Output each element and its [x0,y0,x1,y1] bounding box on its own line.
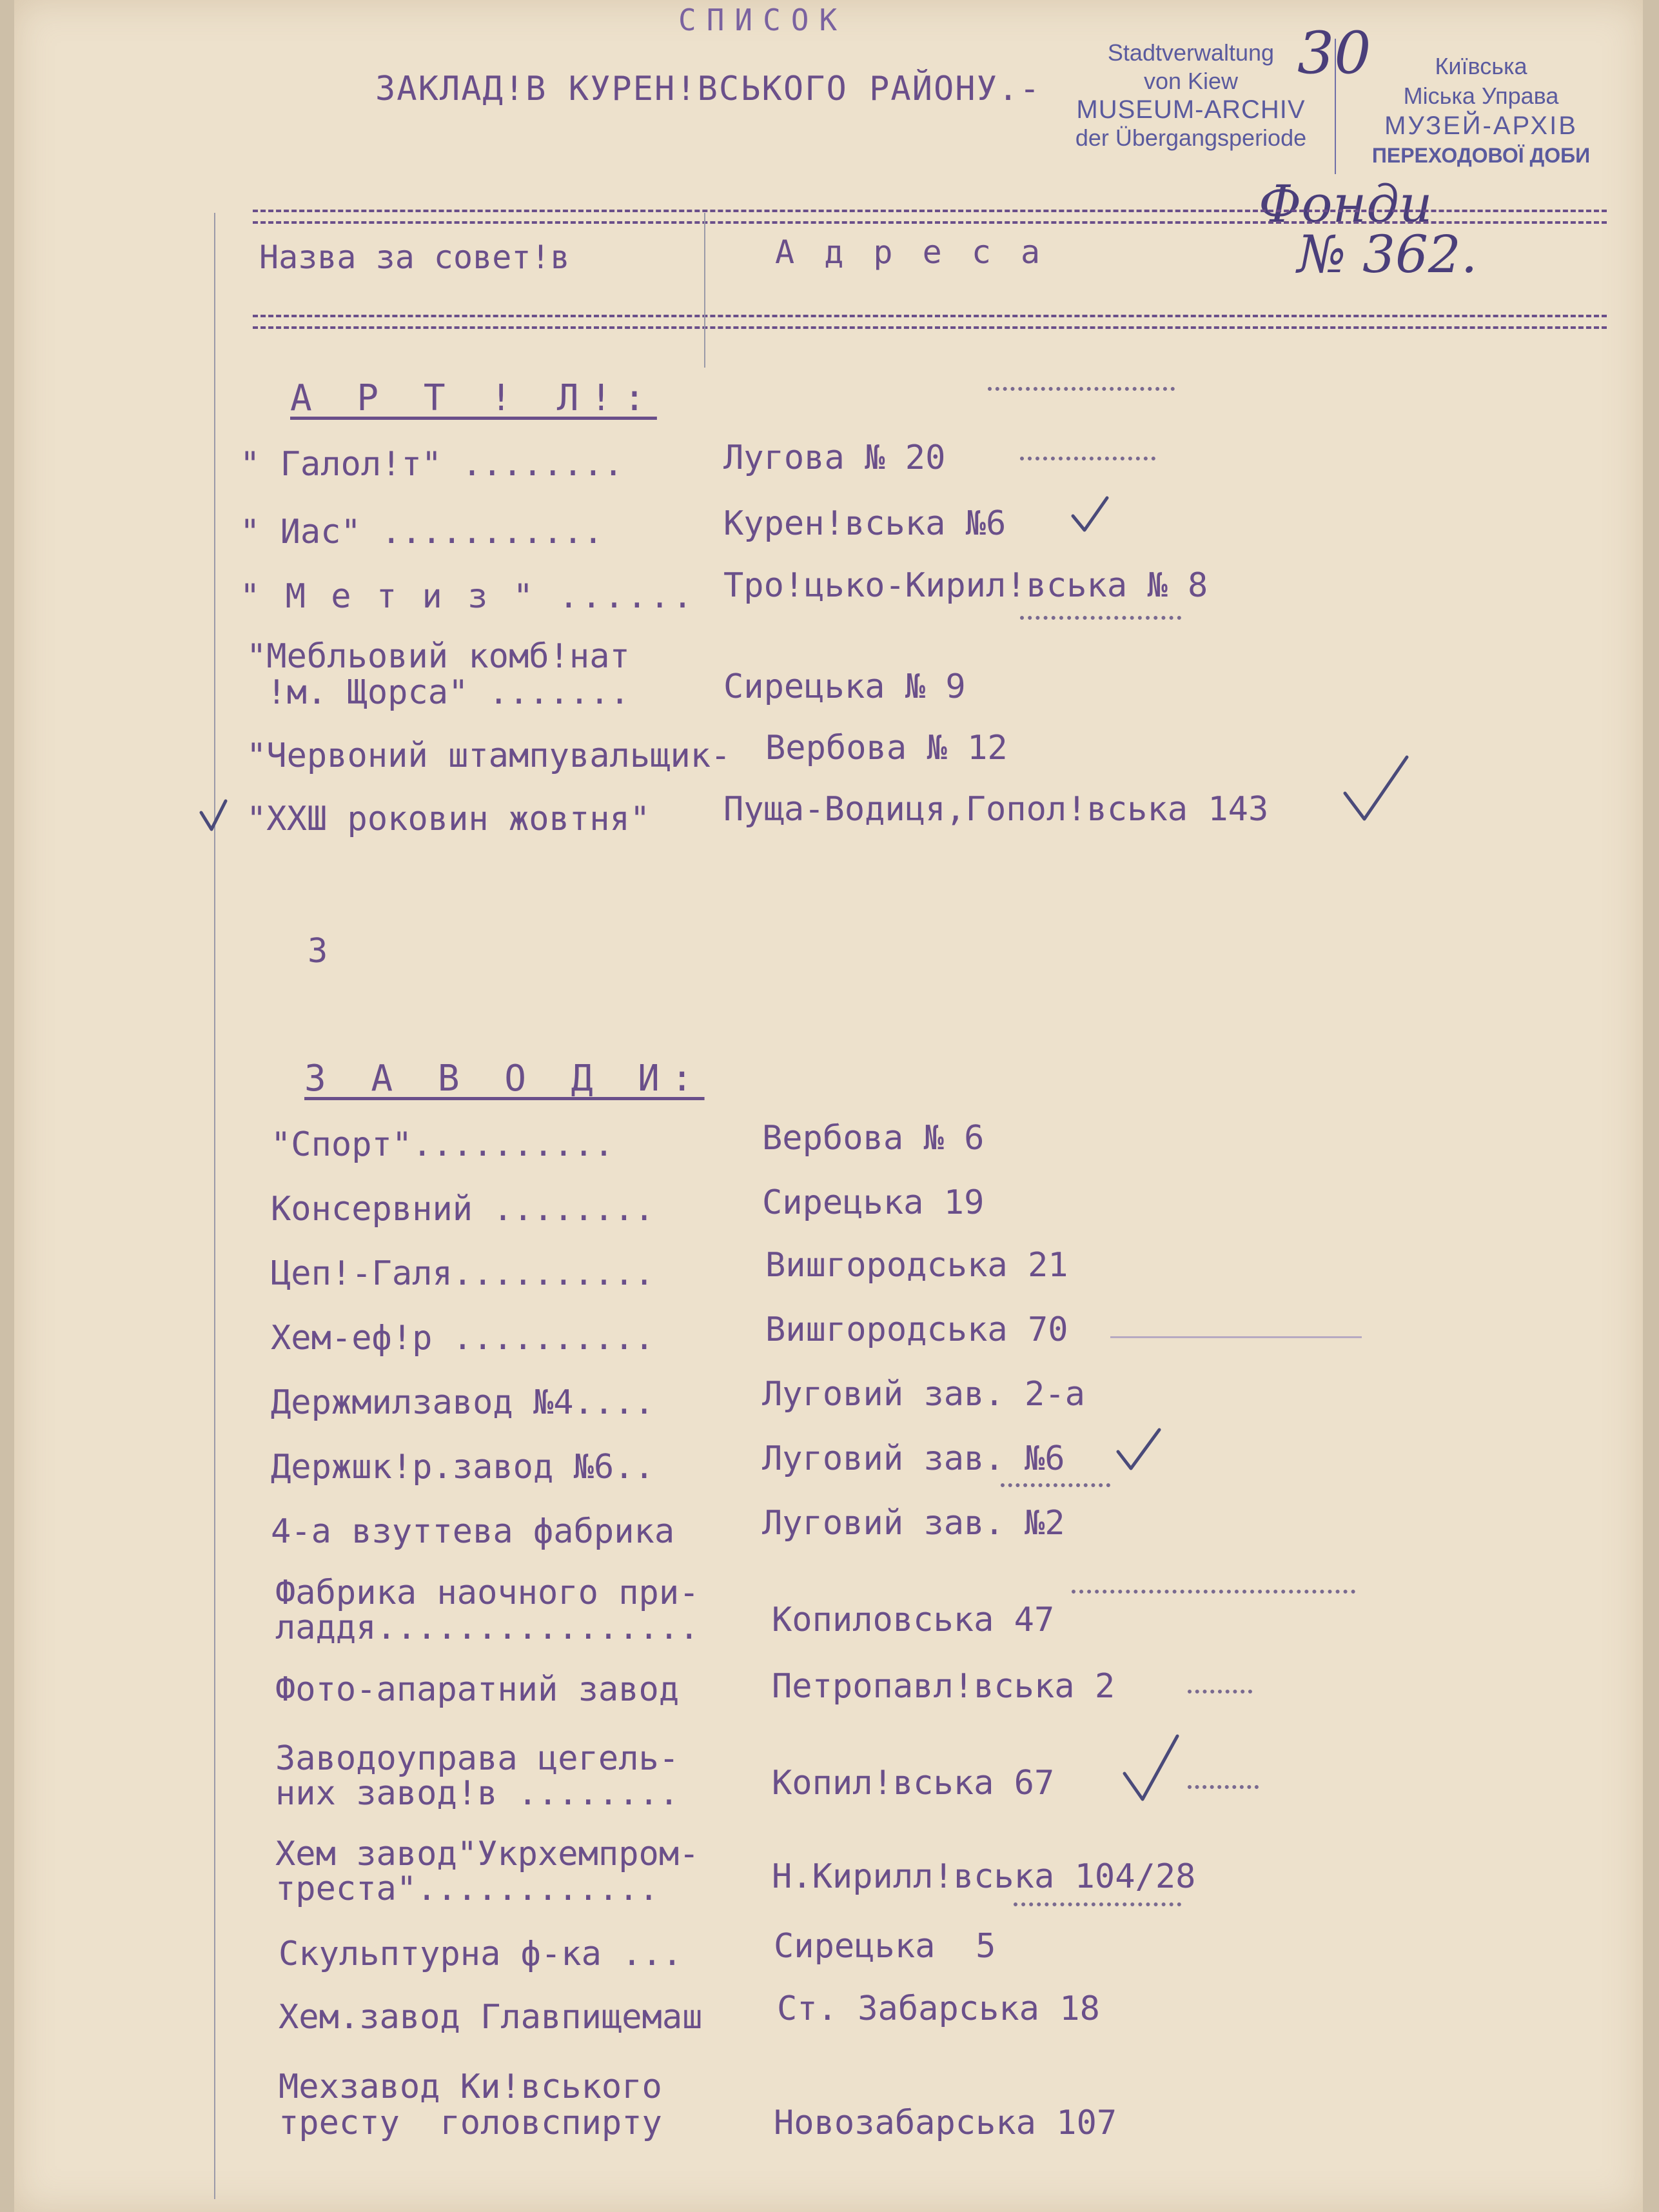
stamp-line: Stadtverwaltung [1107,39,1275,66]
document-title: СПИСОК [678,3,848,37]
list-item-name: " Иас" ........... [240,513,604,551]
list-item-address: Копиловська 47 [772,1601,1055,1639]
list-item-name: Держшк!р.завод №6.. [271,1448,654,1486]
dotted-mark [1072,1590,1355,1594]
list-item-address: Лугова № 20 [723,439,946,477]
list-item-address: Пуща-Водиця,Гопол!вська 143 [723,790,1269,829]
list-item-address: Петропавл!вська 2 [772,1667,1115,1706]
list-item-name: Хем-еф!р .......... [271,1319,654,1358]
document-sheet [14,0,1643,2212]
header-top-rule [253,210,1607,224]
list-item-name: Консервний ........ [271,1190,654,1229]
left-margin-line [214,213,215,2199]
list-item-name: "Червоний штампувальщик- [246,736,731,775]
list-item-address: Вишгородська 21 [765,1246,1068,1285]
dotted-mark [988,387,1175,391]
list-item-name: Держмилзавод №4.... [271,1383,654,1422]
stamp-line: Міська Управа [1403,83,1559,109]
checkmark-icon [1123,1735,1181,1806]
checkmark-icon [1117,1428,1162,1474]
list-item-name: Хем завод"Укрхемпром- треста"............ [275,1835,700,1908]
list-item-name: " Галол!т" ........ [240,445,623,484]
list-item-address: Копил!вська 67 [772,1764,1055,1802]
stamp-line: von Kiew [1143,68,1239,94]
list-item-name: "ХХШ роковин жовтня" [246,800,651,838]
column-header-address: А д р е с а [775,233,1046,271]
list-item-address: Сирецька 19 [762,1183,985,1222]
list-item-address: Новозабарська 107 [774,2104,1117,2142]
list-item-name: Фото-апаратний завод [275,1670,680,1709]
dotted-mark [1020,457,1155,460]
column-header-name: Назва за совет!в [259,239,570,276]
stamp-line: ПЕРЕХОДОВОЇ ДОБИ [1371,144,1591,167]
list-item-name: Хем.завод Главпищемаш [279,1998,703,2037]
handwritten-sheet-number: 30 [1297,19,1371,87]
checkmark-icon [200,800,232,832]
list-item-address: Луговий зав. №6 [762,1439,1065,1478]
document-subtitle: ЗАКЛАД!В КУРЕН!ВСЬКОГО РАЙОНУ.- [375,70,1041,108]
list-item-address: Ст. Забарська 18 [777,1990,1100,2028]
dotted-mark [1014,1902,1181,1906]
dotted-mark [1001,1483,1110,1487]
list-item-name: " М е т и з " ...... [240,577,696,616]
list-item-name: Цеп!-Галя.......... [271,1254,654,1293]
header-bottom-rule [253,315,1607,329]
list-item-name: Заводоуправа цегель- них завод!в ........ [275,1739,680,1813]
list-item-address: Вербова № 6 [762,1119,985,1158]
list-item-address: Курен!вська №6 [723,504,1006,543]
page-mark: 3 [308,932,328,971]
list-item-address: Сирецька № 9 [723,667,966,706]
list-item-name: Фабрика наочного при- ладдя................ [275,1574,700,1647]
list-item-name: 4-а взуттева фабрика [271,1512,675,1551]
list-item-address: Сирецька 5 [774,1927,996,1966]
list-item-address: Луговий зав. №2 [762,1504,1065,1543]
section-heading-artels: А Р Т ! Л!: [290,377,657,419]
list-item-name: Скульптурна ф-ка ... [279,1935,683,1973]
dotted-mark [1110,1336,1362,1338]
stamp-line: MUSEUM-ARCHIV [1076,95,1306,124]
stamp-line: der Übergangsperiode [1075,124,1307,151]
section-heading-factories: З А В О Д И: [304,1058,705,1100]
dotted-mark [1188,1690,1252,1694]
handwritten-fund-number: № 362. [1297,224,1478,284]
checkmark-icon [1342,755,1413,825]
list-item-name: Мехзавод Ки!вського тресту головспирту [279,2068,662,2142]
handwritten-fund-label: Фонди [1259,174,1433,234]
list-item-address: Тро!цько-Кирил!вська № 8 [723,566,1208,605]
dotted-mark [1020,616,1181,620]
list-item-name: "Мебльовий комб!нат !м. Щорса" ....... [246,637,630,712]
list-item-address: Вербова № 12 [765,729,1008,767]
stamp-line: МУЗЕЙ-АРХІВ [1384,112,1578,140]
list-item-name: "Спорт".......... [271,1125,614,1164]
checkmark-icon [1072,497,1110,535]
dotted-mark [1188,1785,1259,1789]
list-item-address: Вишгородська 70 [765,1310,1068,1349]
list-item-address: Луговий зав. 2-а [762,1375,1085,1414]
stamp-line: Київська [1435,53,1527,79]
archive-stamp-german [1052,39,1330,152]
archive-stamp-ukrainian [1339,52,1623,170]
column-divider-line [704,213,705,368]
list-item-address: Н.Кирилл!вська 104/28 [772,1857,1196,1896]
